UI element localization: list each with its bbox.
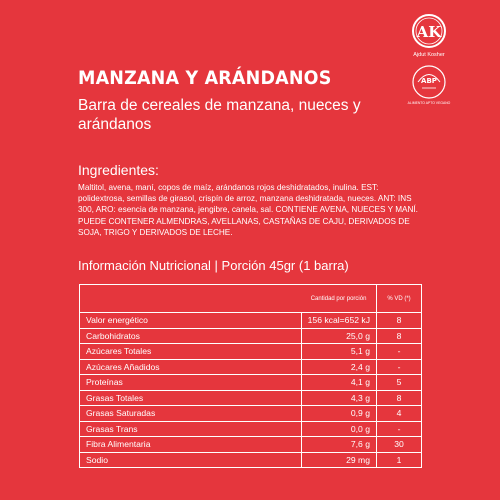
nutrient-amount: 4,1 g xyxy=(301,375,376,390)
nutrition-header-row xyxy=(80,285,422,313)
table-row xyxy=(80,359,422,374)
table-row xyxy=(80,313,422,328)
abp-caption: ALIMENTO APTO VEGANO xyxy=(407,101,451,105)
nutrient-vd: 8 xyxy=(377,328,422,343)
nutrient-vd: 30 xyxy=(377,437,422,452)
nutrient-name: Azúcares Totales xyxy=(80,344,302,359)
table-row xyxy=(80,344,422,359)
nutrient-name: Valor energético xyxy=(80,313,302,328)
nutrient-amount: 0,0 g xyxy=(301,421,376,436)
product-subtitle: Barra de cereales de manzana, nueces y arándanos xyxy=(78,97,361,133)
nutrient-name: Sodio xyxy=(80,452,302,468)
column-header-amount: Cantidad por porción xyxy=(301,285,376,313)
svg-text:AK: AK xyxy=(416,23,442,41)
nutrient-vd: 8 xyxy=(377,313,422,328)
nutrient-name: Grasas Trans xyxy=(80,421,302,436)
nutrient-name: Grasas Totales xyxy=(80,390,302,405)
table-row xyxy=(80,421,422,436)
nutrient-amount: 5,1 g xyxy=(301,344,376,359)
ingredients-heading: Ingredientes: xyxy=(78,162,159,178)
nutrition-header-blank xyxy=(80,285,302,313)
kosher-label: Ajdut Kosher xyxy=(413,52,445,58)
nutrient-amount: 2,4 g xyxy=(301,359,376,374)
nutrient-amount: 7,6 g xyxy=(301,437,376,452)
abp-label: ABP xyxy=(421,77,437,85)
table-row xyxy=(80,437,422,452)
table-row xyxy=(80,406,422,421)
nutrition-rows xyxy=(80,313,422,468)
nutrient-vd: 5 xyxy=(377,375,422,390)
table-row xyxy=(80,375,422,390)
table-row xyxy=(80,390,422,405)
product-title: MANZANA Y ARÁNDANOS xyxy=(78,67,332,89)
nutrition-table xyxy=(79,284,422,468)
nutrient-name: Proteínas xyxy=(80,375,302,390)
nutrient-amount: 29 mg xyxy=(301,452,376,468)
nutrient-name: Carbohidratos xyxy=(80,328,302,343)
table-row xyxy=(80,328,422,343)
nutrient-vd: 4 xyxy=(377,406,422,421)
nutrient-vd: - xyxy=(377,359,422,374)
kosher-certification-icon xyxy=(405,12,453,60)
nutrient-vd: - xyxy=(377,421,422,436)
nutrient-amount: 25,0 g xyxy=(301,328,376,343)
vegan-abp-icon xyxy=(406,63,452,109)
nutrition-heading: Información Nutricional | Porción 45gr (1 barra) xyxy=(78,258,349,273)
nutrient-name: Grasas Saturadas xyxy=(80,406,302,421)
table-row xyxy=(80,452,422,468)
nutrient-name: Fibra Alimentaria xyxy=(80,437,302,452)
nutrient-amount: 156 kcal=652 kJ xyxy=(301,313,376,328)
nutrient-amount: 0,9 g xyxy=(301,406,376,421)
nutrient-vd: - xyxy=(377,344,422,359)
nutrient-vd: 8 xyxy=(377,390,422,405)
nutrient-vd: 1 xyxy=(377,452,422,468)
column-header-vd: % VD (*) xyxy=(377,285,422,313)
nutrient-amount: 4,3 g xyxy=(301,390,376,405)
ingredients-text: Maltitol, avena, maní, copos de maíz, arándanos rojos deshidratados, inulina. EST: polidextrosa, semillas de girasol, crispín de arroz, manzana deshidratada, nueces. ANT: INS 300, ARO: esencia de manzana, jengibre, canela, sal. CONTIENE AVENA, NUECES Y MANÍ. PUEDE CONTENER ALMENDRAS, AVELLANAS, CASTAÑAS DE CAJU, DERIVADOS DE SOJA, TRIGO Y DERIVADOS DE LECHE. xyxy=(78,183,418,237)
nutrient-name: Azúcares Añadidos xyxy=(80,359,302,374)
